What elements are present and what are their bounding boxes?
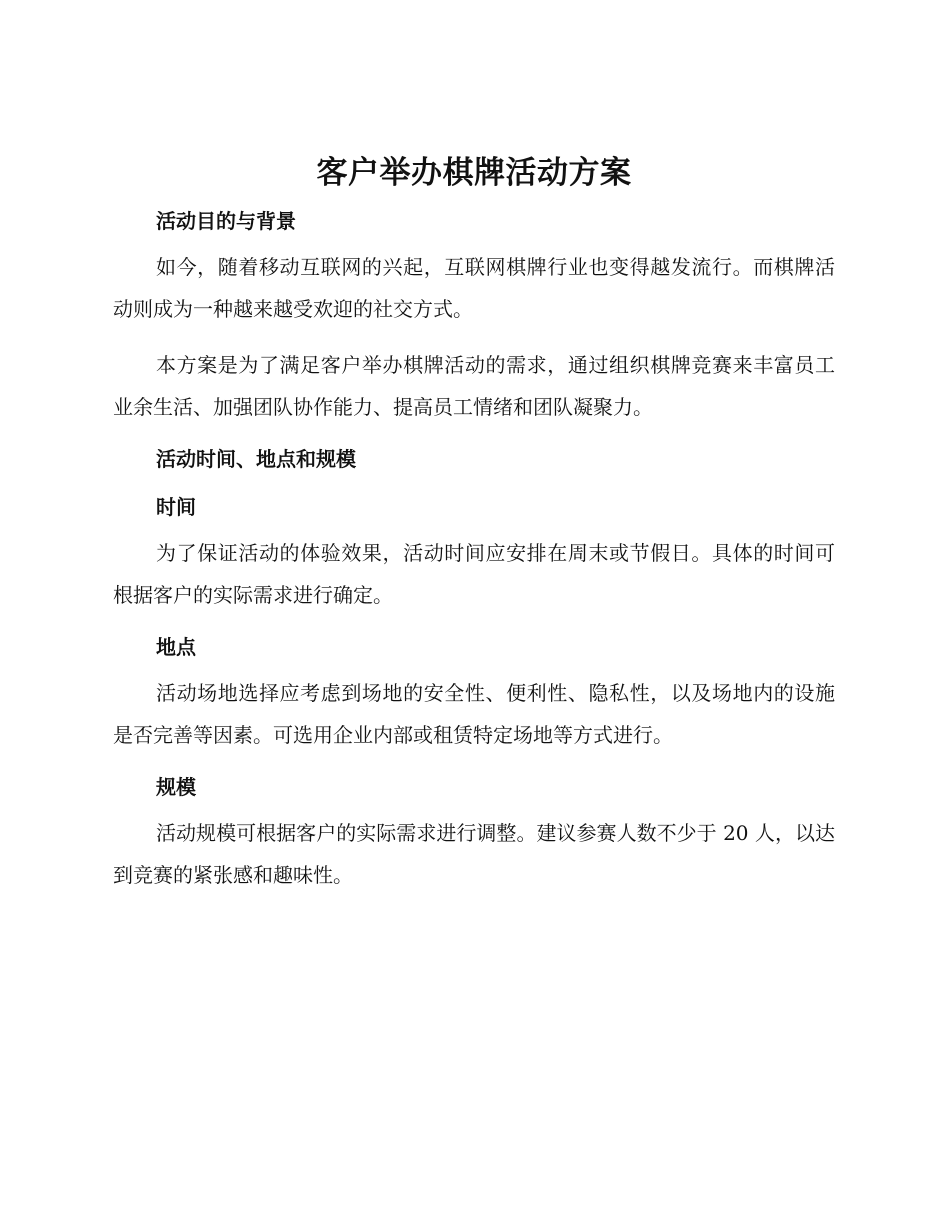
document-title: 客户举办棋牌活动方案: [316, 155, 632, 191]
paragraph-time: 为了保证活动的体验效果，活动时间应安排在周末或节假日。具体的时间可根据客户的实际需求进行确定。: [113, 541, 835, 607]
paragraph-place: 活动场地选择应考虑到场地的安全性、便利性、隐私性，以及场地内的设施是否完善等因素。可选用企业内部或租赁特定场地等方式进行。: [113, 681, 835, 747]
subsection-heading-scale: 规模: [156, 775, 196, 799]
section-heading-time-place-scale: 活动时间、地点和规模: [156, 447, 356, 471]
paragraph-purpose-2: 本方案是为了满足客户举办棋牌活动的需求，通过组织棋牌竞赛来丰富员工业余生活、加强团队协作能力、提高员工情绪和团队凝聚力。: [113, 353, 835, 419]
document-page: [113, 150, 835, 896]
section-heading-purpose: 活动目的与背景: [156, 209, 296, 233]
paragraph-scale: 活动规模可根据客户的实际需求进行调整。建议参赛人数不少于 20 人，以达到竞赛的紧张感和趣味性。: [113, 821, 835, 887]
paragraph-purpose-1: 如今，随着移动互联网的兴起，互联网棋牌行业也变得越发流行。而棋牌活动则成为一种越来越受欢迎的社交方式。: [113, 255, 835, 321]
subsection-heading-time: 时间: [156, 495, 196, 519]
subsection-heading-place: 地点: [156, 635, 196, 659]
